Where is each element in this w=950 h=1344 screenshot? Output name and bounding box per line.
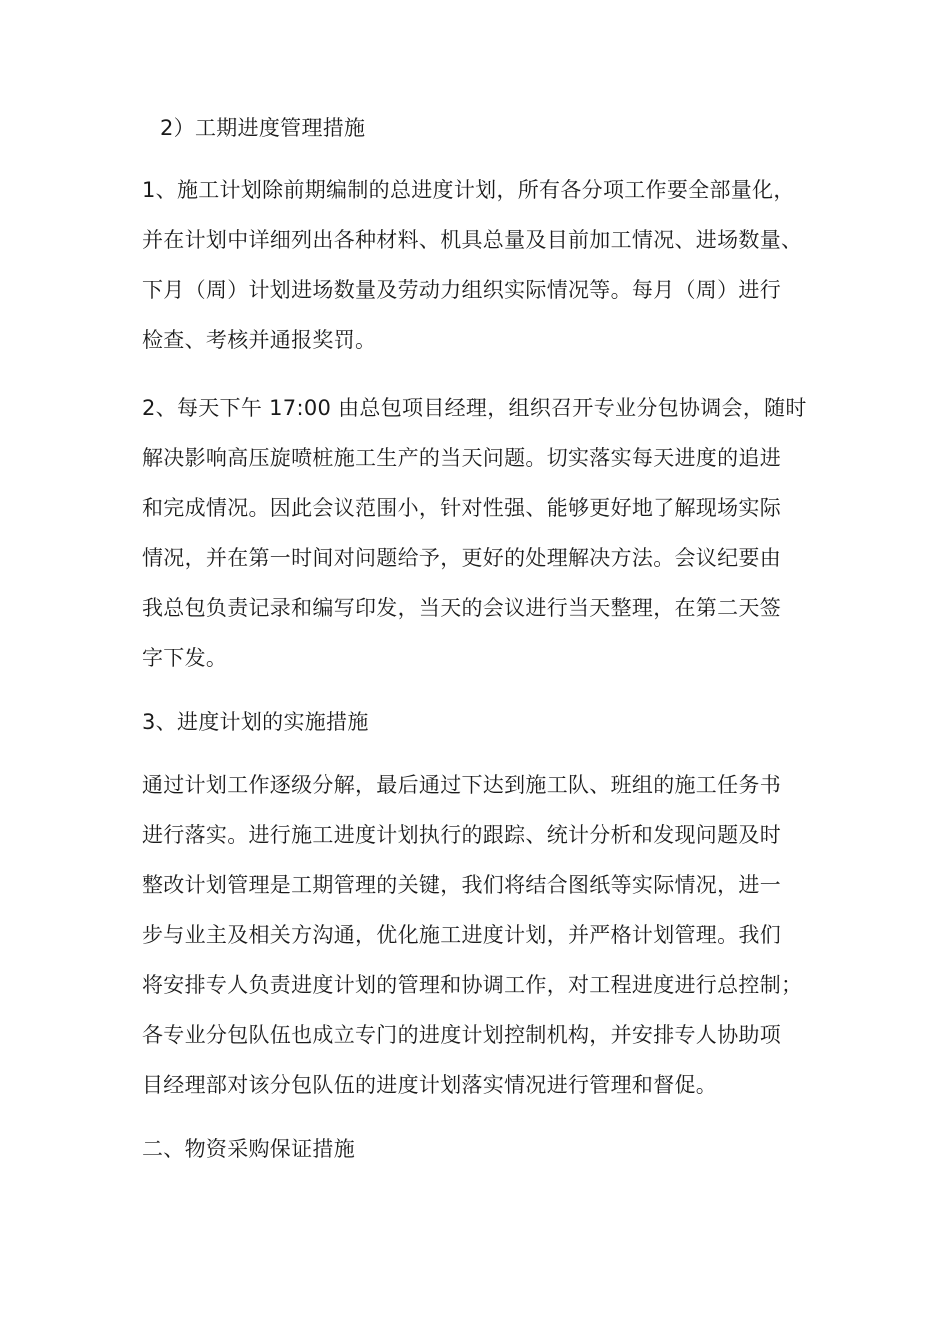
paragraph-line: 步与业主及相关方沟通，优化施工进度计划，并严格计划管理。我们 (142, 923, 781, 947)
section-title-text: 二、物资采购保证措施 (142, 1137, 355, 1161)
paragraph-line: 进行落实。进行施工进度计划执行的跟踪、统计分析和发现问题及时 (142, 823, 781, 847)
paragraph-line: 1、施工计划除前期编制的总进度计划，所有各分项工作要全部量化， (142, 178, 795, 202)
paragraph-line: 目经理部对该分包队伍的进度计划落实情况进行管理和督促。 (142, 1073, 718, 1097)
paragraph-line: 情况，并在第一时间对问题给予，更好的处理解决方法。会议纪要由 (142, 546, 781, 570)
paragraph-line: 检查、考核并通报奖罚。 (142, 328, 377, 352)
paragraph-4 (142, 760, 842, 1110)
paragraph-line: 和完成情况。因此会议范围小，针对性强、能够更好地了解现场实际 (142, 496, 781, 520)
paragraph-line: 通过计划工作逐级分解，最后通过下达到施工队、班组的施工任务书 (142, 773, 781, 797)
paragraph-line: 字下发。 (142, 646, 228, 670)
subheading-text: 3、进度计划的实施措施 (142, 710, 369, 734)
paragraph-3-title (142, 697, 842, 747)
paragraph-line: 各专业分包队伍也成立专门的进度计划控制机构，并安排专人协助项 (142, 1023, 781, 1047)
paragraph-line: 解决影响高压旋喷桩施工生产的当天问题。切实落实每天进度的追进 (142, 446, 781, 470)
paragraph-line: 将安排专人负责进度计划的管理和协调工作，对工程进度进行总控制； (142, 973, 803, 997)
heading-text: 2）工期进度管理措施 (160, 116, 366, 140)
paragraph-line: 下月（周）计划进场数量及劳动力组织实际情况等。每月（周）进行 (142, 278, 781, 302)
section-title (142, 1124, 842, 1174)
paragraph-2 (142, 383, 842, 683)
section-heading (160, 103, 860, 153)
paragraph-line: 并在计划中详细列出各种材料、机具总量及目前加工情况、进场数量、 (142, 228, 803, 252)
paragraph-1 (142, 165, 842, 365)
paragraph-line: 我总包负责记录和编写印发，当天的会议进行当天整理，在第二天签 (142, 596, 781, 620)
paragraph-line: 2、每天下午 17:00 由总包项目经理，组织召开专业分包协调会，随时 (142, 396, 807, 420)
paragraph-line: 整改计划管理是工期管理的关键，我们将结合图纸等实际情况，进一 (142, 873, 781, 897)
